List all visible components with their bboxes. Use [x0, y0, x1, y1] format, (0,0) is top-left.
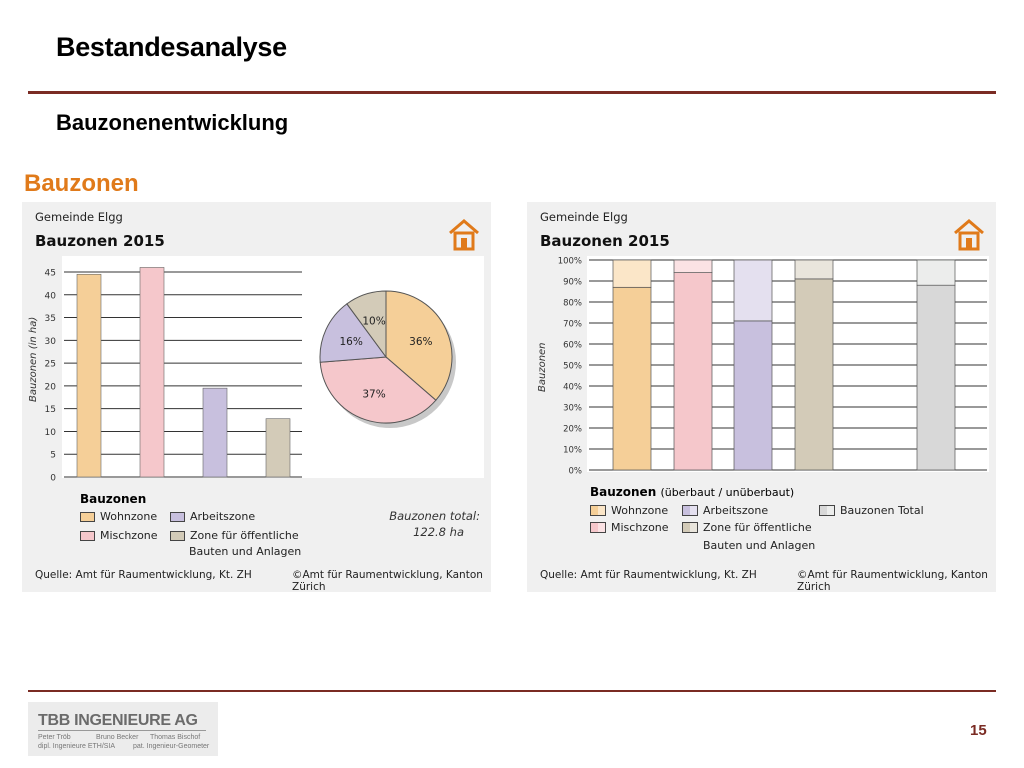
pie-label: 37%: [362, 388, 386, 401]
legend-swatch: [80, 531, 95, 541]
legend-label: Zone für öffentliche: [703, 521, 812, 534]
y-tick-label: 30: [44, 336, 56, 347]
y-tick-label: 10: [44, 427, 56, 438]
stacked-chart-area: [527, 252, 996, 482]
logo-name: TBB INGENIEURE AG: [38, 712, 198, 729]
total-label: Bauzonen total:: [389, 509, 480, 523]
legend-label: Bauzonen Total: [840, 504, 924, 517]
legend-item-oeffentliche-zone: [682, 521, 812, 534]
y-tick-label: 35: [44, 314, 56, 325]
logo-partner: Bruno Becker: [96, 734, 139, 741]
logo-partner: Thomas Bischof: [150, 734, 201, 741]
y-tick-label: 30%: [563, 403, 582, 414]
total-value: 122.8 ha: [413, 525, 464, 539]
legend-item-wohnzone: [590, 504, 668, 517]
legend-item-mischzone: [590, 521, 669, 534]
bar: [266, 419, 290, 477]
legend-item-wohnzone: [80, 510, 157, 523]
footer-divider: [28, 690, 996, 692]
legend-label: Wohnzone: [611, 504, 669, 517]
copyright-note: ©Amt für Raumentwicklung, Kanton Zürich: [292, 569, 483, 593]
legend-label: Zone für öffentliche: [190, 529, 299, 542]
y-tick-label: 20: [44, 382, 56, 393]
legend-item-arbeitszone: [170, 510, 255, 523]
legend-label-continuation: Bauten und Anlagen: [189, 545, 302, 558]
y-tick-label: 0: [50, 473, 56, 484]
chart-panel-left: [22, 202, 491, 592]
panel-municipality: Gemeinde Elgg: [35, 210, 123, 224]
legend-swatch: [819, 505, 835, 516]
house-icon: [953, 218, 985, 252]
y-tick-label: 15: [44, 405, 56, 416]
y-tick-label: 40: [44, 291, 56, 302]
y-tick-label: 60%: [563, 340, 582, 351]
company-logo: [28, 702, 218, 756]
logo-qualification: dipl. Ingenieure ETH/SIA: [38, 743, 116, 750]
legend-label: Arbeitszone: [703, 504, 769, 517]
y-axis-label: Bauzonen (in ha): [28, 316, 39, 402]
y-tick-label: 10%: [563, 445, 582, 456]
logo-rule: [38, 730, 206, 731]
copyright-note: ©Amt für Raumentwicklung, Kanton Zürich: [797, 569, 988, 593]
legend-item-oeffentliche-zone: [170, 529, 299, 542]
bar-segment-built: [674, 273, 712, 470]
legend-title: Bauzonen: [80, 492, 147, 506]
legend-label-continuation: Bauten und Anlagen: [703, 539, 816, 552]
section-label: Bauzonen: [24, 170, 139, 197]
pie-label: 10%: [362, 315, 386, 328]
legend-swatch: [590, 505, 606, 516]
source-note: Quelle: Amt für Raumentwicklung, Kt. ZH: [540, 569, 757, 581]
chart-panel-right: [527, 202, 996, 592]
logo-partner: Peter Tröb: [38, 734, 71, 741]
legend-label: Mischzone: [100, 529, 158, 542]
legend-item-mischzone: [80, 529, 158, 542]
y-tick-label: 100%: [557, 256, 582, 267]
bar-segment-built: [613, 287, 651, 470]
bar-segment-built: [795, 279, 833, 470]
slide-title: Bestandesanalyse: [56, 32, 287, 62]
legend-swatch: [170, 531, 185, 541]
bar: [203, 388, 227, 477]
source-note: Quelle: Amt für Raumentwicklung, Kt. ZH: [35, 569, 252, 581]
bar-chart-area: [22, 252, 491, 492]
y-tick-label: 70%: [563, 319, 582, 330]
legend-label: Mischzone: [611, 521, 669, 534]
y-tick-label: 25: [44, 359, 56, 370]
legend-title-text: Bauzonen: [590, 485, 657, 499]
pie-label: 16%: [339, 336, 363, 349]
house-icon: [448, 218, 480, 252]
bar-segment-unbuilt: [734, 260, 772, 321]
legend-swatch: [590, 522, 606, 533]
legend-swatch: [682, 505, 698, 516]
y-tick-label: 90%: [563, 277, 582, 288]
y-tick-label: 0%: [568, 466, 582, 477]
y-tick-label: 50%: [563, 361, 582, 372]
y-tick-label: 5: [50, 450, 56, 461]
legend-title: [590, 485, 794, 499]
bar-segment-unbuilt: [917, 260, 955, 285]
bar-segment-unbuilt: [674, 260, 712, 273]
legend-title-suffix: (überbaut / unüberbaut): [660, 486, 795, 499]
legend-swatch: [170, 512, 185, 522]
y-tick-label: 45: [44, 268, 56, 279]
title-divider: [28, 91, 996, 94]
bar: [77, 274, 101, 477]
bar-segment-unbuilt: [613, 260, 651, 287]
bar-segment-built: [734, 321, 772, 470]
legend-swatch: [80, 512, 95, 522]
y-tick-label: 40%: [563, 382, 582, 393]
y-tick-label: 80%: [563, 298, 582, 309]
slide-subtitle: Bauzonenentwicklung: [56, 110, 289, 135]
total-annotation: [382, 508, 480, 540]
panel-heading: Bauzonen 2015: [540, 232, 670, 250]
bar-segment-built: [917, 285, 955, 470]
legend-label: Wohnzone: [100, 510, 158, 523]
legend-item-arbeitszone: [682, 504, 768, 517]
logo-qualification: pat. Ingenieur-Geometer: [133, 743, 210, 750]
bar: [140, 267, 164, 477]
panel-municipality: Gemeinde Elgg: [540, 210, 628, 224]
bar-segment-unbuilt: [795, 260, 833, 279]
y-axis-label: Bauzonen: [537, 342, 548, 392]
y-tick-label: 20%: [563, 424, 582, 435]
panel-heading: Bauzonen 2015: [35, 232, 165, 250]
page-number: 15: [970, 722, 987, 739]
legend-label: Arbeitszone: [190, 510, 256, 523]
legend-swatch: [682, 522, 698, 533]
legend-item-bauzonen-total: [819, 504, 924, 517]
pie-label: 36%: [409, 336, 433, 349]
